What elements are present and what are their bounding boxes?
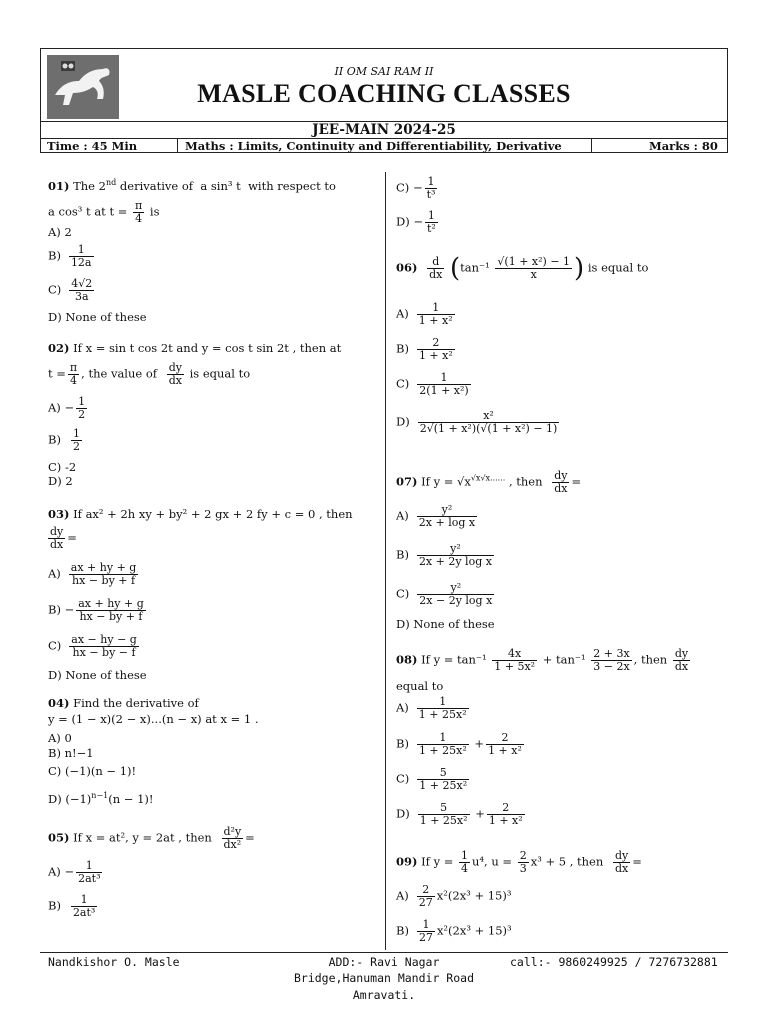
column-divider <box>385 172 386 950</box>
question-08: 08) If y = tan⁻¹ $\frac{4x}{\text{1 + 5x²}}$ + tan⁻¹ $\frac{2 + 3x}{3 - 2x}$ , then $\frac{dy}{dx}$ <box>396 647 689 673</box>
footer-divider <box>40 952 728 953</box>
q04-option-a: A) 0 <box>48 731 72 745</box>
question-07: 07) If $y = √x^{√x√x......}$ , then $\frac{dy}{dx}$ = <box>396 469 582 495</box>
question-02: 02) If x = sin t cos 2t and y = cos t sin 2t , then at <box>48 341 342 355</box>
q06-option-a: A) $\frac{1}{\text{1 + x²}}$ <box>396 301 453 327</box>
footer-name: Nandkishor O. Masle <box>48 955 180 969</box>
question-09: 09) If y = $\frac{1}{4}$ u⁴, u = $\frac{2}{3}$ x³ + 5 , then $\frac{dy}{dx}$ = <box>396 849 642 875</box>
q08-option-a: A) $\frac{1}{\text{1 + 25x²}}$ <box>396 695 467 721</box>
q03-option-c: C) $\frac{ax - hy - g}{hx - by - f}$ <box>48 633 137 659</box>
q06-option-c: C) $\frac{1}{\text{2(1 + x²)}}$ <box>396 371 469 397</box>
q04-option-d: D) $(-1)^{n-1}(n - 1)$! <box>48 791 154 806</box>
question-01: 01) The 2nd derivative of a sin³ t with respect to <box>48 178 336 193</box>
question-03: 03) If ax² + 2h xy + by² + 2 gx + 2 fy + c = 0 , then <box>48 507 353 521</box>
subject-label: Maths : Limits, Continuity and Differentiability, Derivative <box>185 139 562 153</box>
footer-address-line3: Amravati. <box>352 988 416 1002</box>
institute-title: MASLE COACHING CLASSES <box>197 79 571 108</box>
q07-option-d: D) None of these <box>396 617 495 631</box>
q01-option-a: A) 2 <box>48 225 72 239</box>
q09-option-b: B) $\frac{1}{27}$ x²(2x³ + 15)³ <box>396 918 512 944</box>
q04-option-b: B) n!−1 <box>48 746 94 760</box>
q07-option-c: C) $\frac{\text{y²}}{\text{2x − 2y log x}}$ <box>396 581 493 607</box>
q01-option-b: B) $\frac{1}{12a}$ <box>48 243 92 269</box>
question-03-line2: $\frac{dy}{dx}$ = <box>50 525 77 551</box>
q08-option-b: B) $\frac{1}{\text{1 + 25x²}}$ + $\frac{2}{\text{1 + x²}}$ <box>396 731 522 757</box>
q07-option-b: B) $\frac{\text{y²}}{\text{2x + 2y log x}}$ <box>396 542 492 568</box>
q05-option-a: A) − $\frac{1}{\text{2at³}}$ <box>48 859 101 885</box>
question-04: 04) Find the derivative of <box>48 696 199 710</box>
time-label: Time : 45 Min <box>47 139 138 153</box>
q02-option-b: B) $\frac{1}{2}$ <box>48 427 80 453</box>
question-02-line2: t = $\frac{\pi}{4}$ , the value of $\frac{dy}{dx}$ is equal to <box>48 361 251 387</box>
q04-option-c: C) (−1)(n − 1)! <box>48 764 137 778</box>
question-04-expr: y = (1 − x)(2 − x)...(n − x) at x = 1 . <box>48 712 259 726</box>
header-box <box>40 48 728 153</box>
question-05: 05) If x = at², y = 2at , then $\frac{\text{d²y}}{\text{dx²}}$ = <box>48 825 255 851</box>
om-sai-ram-text: II OM SAI RAM II <box>334 65 434 78</box>
q01-option-c: C) $\frac{4√2}{3a}$ <box>48 277 93 303</box>
footer-call: call:- 9860249925 / 7276732881 <box>510 955 718 969</box>
q09-option-a: A) $\frac{2}{27}$ x²(2x³ + 15)³ <box>396 883 512 909</box>
q06-option-b: B) $\frac{2}{\text{1 + x²}}$ <box>396 336 453 362</box>
q05-option-d: D) − $\frac{1}{\text{t²}}$ <box>396 209 436 235</box>
q06-option-d: D) $\frac{\text{x²}}{\text{2√(1 + x²)(√(1 + x²) − 1)}}$ <box>396 409 558 435</box>
question-06: 06) $\frac{d}{dx}$ (tan⁻¹ $\frac{\text{√(1 + x²) − 1}}{x}$ ) is equal to <box>396 253 649 284</box>
q03-option-d: D) None of these <box>48 668 147 682</box>
q02-option-d: D) 2 <box>48 474 73 488</box>
q05-option-c: C) − $\frac{1}{\text{t³}}$ <box>396 175 436 201</box>
q08-option-c: C) $\frac{5}{\text{1 + 25x²}}$ <box>396 766 468 792</box>
exam-title: JEE-MAIN 2024-25 <box>312 122 456 138</box>
q02-option-c: C) -2 <box>48 460 77 474</box>
q03-option-a: A) $\frac{ax + hy + g}{hx - by + f}$ <box>48 561 137 587</box>
marks-label: Marks : 80 <box>649 139 718 153</box>
footer-address-line2: Bridge,Hanuman Mandir Road <box>293 971 474 985</box>
question-01-line2: a cos³ t at t = $\frac{\pi}{4}$ is <box>48 199 160 225</box>
info-separator <box>177 139 178 153</box>
info-separator <box>591 139 592 153</box>
q01-option-d: D) None of these <box>48 310 147 324</box>
q07-option-a: A) $\frac{\text{y²}}{\text{2x + log x}}$ <box>396 503 476 529</box>
q02-option-a: A) − $\frac{1}{2}$ <box>48 395 86 421</box>
question-08-line2: equal to <box>396 679 444 693</box>
footer-address-line1: ADD:- Ravi Nagar <box>328 955 440 969</box>
q05-option-b: B) $\frac{1}{\text{2at³}}$ <box>48 893 96 919</box>
q08-option-d: D) $\frac{5}{\text{1 + 25x²}}$ + $\frac{2}{\text{1 + x²}}$ <box>396 801 523 827</box>
info-row <box>41 139 727 153</box>
q03-option-b: B) − $\frac{ax + hy + g}{hx - by + f}$ <box>48 597 144 623</box>
